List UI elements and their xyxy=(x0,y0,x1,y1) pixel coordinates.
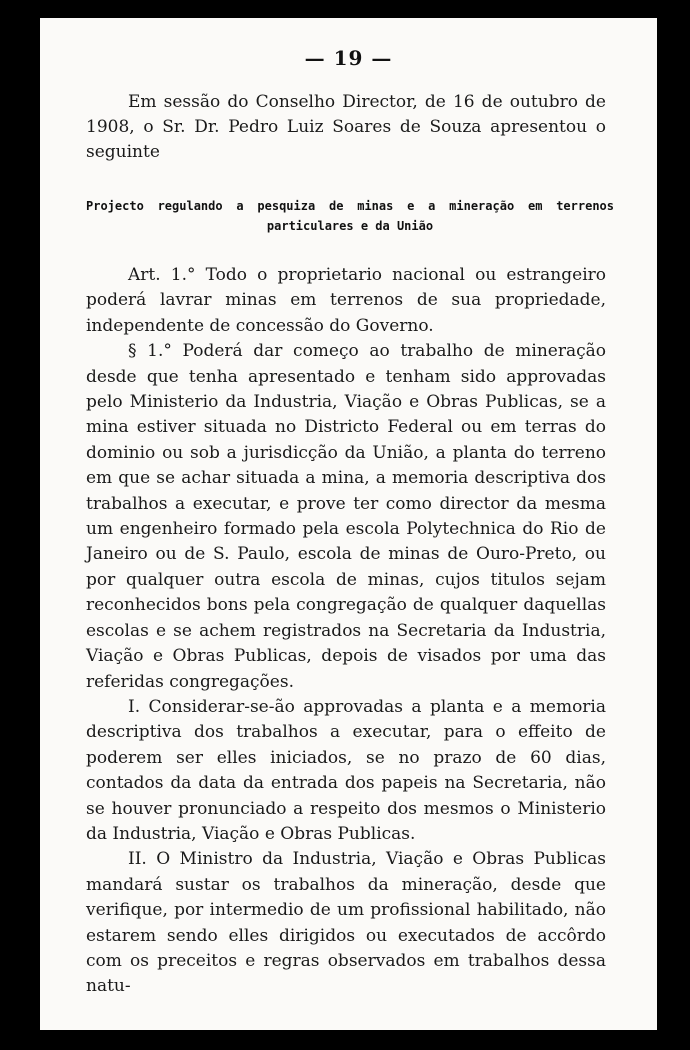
article-1: Art. 1.° Todo o proprietario nacional ou estrangeiro poderá lavrar minas em terrenos de sua propriedade, independente de concessão do Governo. xyxy=(86,265,606,336)
intro-paragraph xyxy=(86,90,606,165)
item-i: I. Considerar-se-ão approvadas a planta e a memoria descriptiva dos trabalhos a executar, para o effeito de poderem ser elles iniciados, se no prazo de 60 dias, contados da data da entrada dos papeis na Secretaria, não se houver pronunciado a respeito dos mesmos o Ministerio da Industria, Viação e Obras Publicas. xyxy=(86,696,606,844)
body-text xyxy=(86,263,606,1000)
item-ii: II. O Ministro da Industria, Viação e Obras Publicas mandará sustar os trabalhos da mineração, desde que verifique, por intermedio de um profissional habilitado, não estarem sendo elles dirigidos ou executados de accôrdo com os preceitos e regras observados em trabalhos dessa natu- xyxy=(86,849,606,997)
section-heading: Projecto regulando a pesquiza de minas e a mineração em terrenos particulares e da União xyxy=(86,199,614,233)
page-number: — 19 — xyxy=(304,46,393,70)
document-page xyxy=(40,18,657,1030)
intro-text: Em sessão do Conselho Director, de 16 de outubro de 1908, o Sr. Dr. Pedro Luiz Soares de Souza apresentou o seguinte xyxy=(86,92,606,162)
paragraph-1: § 1.° Poderá dar começo ao trabalho de mineração desde que tenha apresentado e tenham sido approvadas pelo Ministerio da Industria, Viação e Obras Publicas, se a mina estiver situada no Districto Federal ou em terras do dominio ou sob a jurisdicção da União, a planta do terreno em que se achar situada a mina, a memoria descriptiva dos trabalhos a executar, e prove ter como director da mesma um engenheiro formado pela escola Polytechnica do Rio de Janeiro ou de S. Paulo, escola de minas de Ouro-Preto, ou por qualquer outra escola de minas, cujos titulos sejam reconhecidos bons pela congregação de qualquer daquellas escolas e se achem registrados na Secretaria da Industria, Viação e Obras Publicas, depois de visados por uma das referidas congregações. xyxy=(86,341,606,692)
